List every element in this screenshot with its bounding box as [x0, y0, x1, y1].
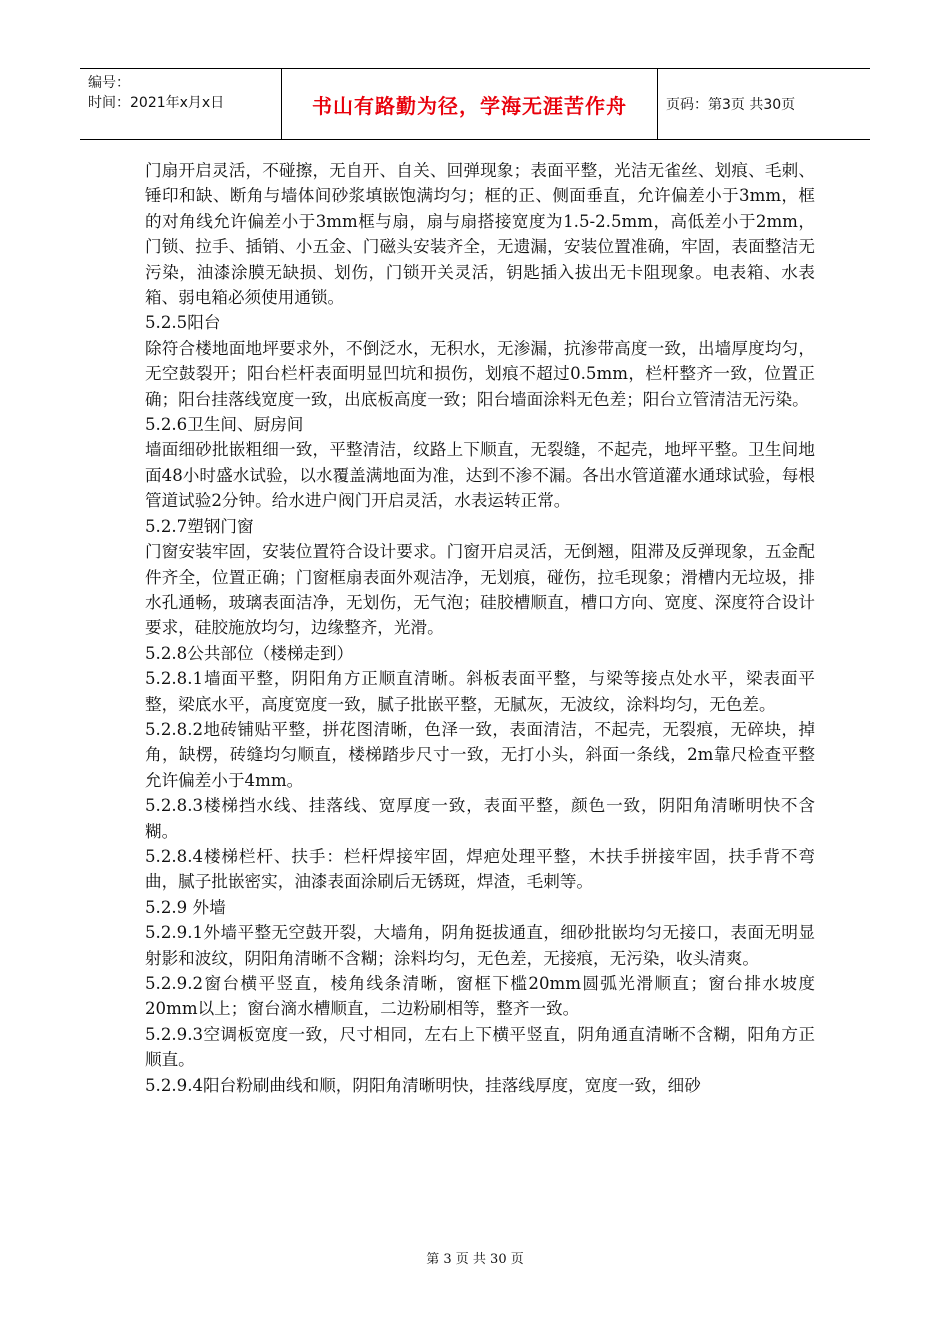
header-motto: 书山有路勤为径，学海无涯苦作舟 [282, 69, 658, 139]
document-body [145, 158, 815, 1098]
body-paragraph: 5.2.8.2地砖铺贴平整，拼花图清晰，色泽一致，表面清洁，不起壳，无裂痕，无碎块，掉角，缺楞，砖缝均匀顺直，楼梯踏步尺寸一致，无打小头，斜面一条线，2m靠尺检查平整允许偏差小于4mm。 [145, 719, 815, 790]
body-paragraph: 5.2.8.4楼梯栏杆、扶手：栏杆焊接牢固，焊疤处理平整，木扶手拼接牢固，扶手背不弯曲，腻子批嵌密实，油漆表面涂刷后无锈斑，焊渣，毛刺等。 [145, 846, 815, 892]
body-paragraph: 除符合楼地面地坪要求外，不倒泛水，无积水，无渗漏，抗渗带高度一致，出墙厚度均匀，无空鼓裂开；阳台栏杆表面明显凹坑和损伤，划痕不超过0.5mm，栏杆整齐一致，位置正确；阳台挂落线宽度一致，出底板高度一致；阳台墙面涂料无色差；阳台立管清洁无污染。 [145, 338, 815, 409]
document-date: 时间：2021年x月x日 [88, 95, 225, 111]
section-heading: 5.2.5阳台 [145, 313, 221, 333]
body-paragraph: 门窗安装牢固，安装位置符合设计要求。门窗开启灵活，无倒翘，阻滞及反弹现象，五金配件齐全，位置正确；门窗框扇表面外观洁净，无划痕，碰伤，拉毛现象；滑槽内无垃圾，排水孔通畅，玻璃表面洁净，无划伤，无气泡；硅胶槽顺直，槽口方向、宽度、深度符合设计要求，硅胶施放均匀，边缘整齐，光滑。 [145, 542, 815, 638]
body-paragraph: 墙面细砂批嵌粗细一致，平整清洁，纹路上下顺直，无裂缝，不起壳，地坪平整。卫生间地面48小时盛水试验，以水覆盖满地面为准，达到不渗不漏。各出水管道灌水通球试验，每根管道试验2分钟。给水进户阀门开启灵活，水表运转正常。 [145, 440, 815, 511]
section-heading: 5.2.7塑钢门窗 [145, 516, 254, 536]
body-paragraph: 5.2.9.1外墙平整无空鼓开裂，大墙角，阴角挺拔通直，细砂批嵌均匀无接口，表面无明显射影和波纹，阴阳角清晰不含糊；涂料均匀，无色差，无接痕，无污染，收头清爽。 [145, 923, 815, 968]
section-heading: 5.2.8公共部位（楼梯走到） [145, 643, 354, 663]
document-number-label: 编号： [88, 75, 130, 91]
body-paragraph: 门扇开启灵活，不碰擦，无自开、自关、回弹现象；表面平整，光洁无雀丝、划痕、毛刺、锤印和缺、断角与墙体间砂浆填嵌饱满均匀；框的正、侧面垂直，允许偏差小于3mm，框的对角线允许偏差小于3mm框与扇，扇与扇搭接宽度为1.5-2.5mm，高低差小于2mm，门锁、拉手、插销、小五金、门磁头安装齐全，无遗漏，安装位置准确，牢固，表面整洁无污染，油漆涂膜无缺损、划伤，门锁开关灵活，钥匙插入拔出无卡阻现象。电表箱、水表箱、弱电箱必须使用通锁。 [145, 161, 815, 308]
body-paragraph: 5.2.8.3楼梯挡水线、挂落线、宽厚度一致，表面平整，颜色一致，阴阳角清晰明快不含糊。 [145, 796, 815, 841]
header-meta [80, 69, 282, 139]
page-footer: 第 3 页 共 30 页 [426, 1252, 524, 1267]
page-header [80, 68, 870, 140]
header-page-info: 页码：第3页 共30页 [666, 97, 796, 113]
body-paragraph: 5.2.9.4阳台粉刷曲线和顺，阴阳角清晰明快，挂落线厚度，宽度一致，细砂 [145, 1075, 701, 1095]
section-heading: 5.2.6卫生间、厨房间 [145, 415, 304, 435]
section-heading: 5.2.9 外墙 [145, 897, 226, 917]
body-paragraph: 5.2.9.3空调板宽度一致，尺寸相同，左右上下横平竖直，阴角通直清晰不含糊，阳角方正顺直。 [145, 1024, 815, 1070]
body-paragraph: 5.2.9.2窗台横平竖直，棱角线条清晰，窗框下槛20mm圆弧光滑顺直；窗台排水坡度20mm以上；窗台滴水槽顺直，二边粉刷相等，整齐一致。 [145, 974, 815, 1019]
body-paragraph: 5.2.8.1墙面平整，阴阳角方正顺直清晰。斜板表面平整，与梁等接点处水平，梁表面平整，梁底水平，高度宽度一致，腻子批嵌平整，无腻灰，无波纹，涂料均匀，无色差。 [145, 669, 815, 714]
